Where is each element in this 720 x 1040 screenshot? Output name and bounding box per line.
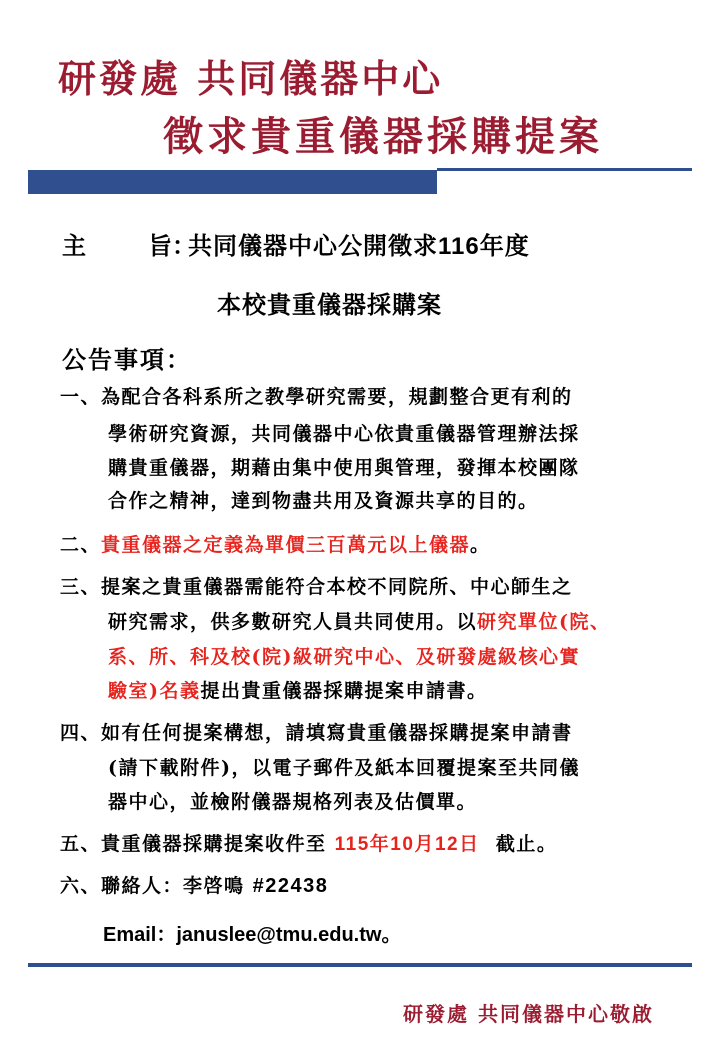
item3-line4-red: 驗室)名義: [108, 680, 201, 702]
footer-signature: 研發處 共同儀器中心敬啟: [403, 1002, 654, 1026]
item3-line3: 系、所、科及校(院)級研究中心、及研發處級核心實: [108, 646, 580, 668]
item1-line2: 學術研究資源，共同儀器中心依貴重儀器管理辦法採: [108, 423, 580, 445]
email-end: 。: [381, 922, 402, 946]
subject-line1: [188, 226, 530, 261]
header-bar-thick: [28, 170, 437, 194]
deadline-year-unit: 年: [369, 833, 391, 855]
item2-highlight: 貴重儀器之定義為單價三百萬元以上儀器: [101, 534, 471, 556]
item5-pre: 五、貴重儀器採購提案收件至: [60, 833, 335, 855]
item3-line2-red: 研究單位(院、: [477, 611, 611, 633]
page-title-line1: 研發處 共同儀器中心: [58, 56, 444, 101]
email-label: Email: [103, 924, 157, 946]
subject-year: 116: [438, 233, 480, 260]
deadline-day-unit: 日: [459, 833, 480, 855]
item2-prefix: 二、: [60, 534, 102, 556]
email-line: [103, 918, 401, 947]
page-title-line2: 徵求貴重儀器採購提案: [163, 113, 603, 160]
item5-post: 截止。: [479, 833, 558, 855]
subject-label-a: 主: [62, 231, 86, 260]
deadline-day: 12: [434, 834, 460, 855]
item3-line2: [108, 613, 611, 632]
item3-line4-post: 提出貴重儀器採購提案申請書。: [200, 680, 488, 702]
contact-extension: #22438: [252, 875, 329, 897]
item3-line2-pre: 研究需求，供多數研究人員共同使用。以: [108, 611, 478, 633]
deadline-year: 115: [334, 834, 370, 855]
subject-line2: 本校貴重儀器採購案: [217, 290, 442, 319]
item6: [60, 877, 328, 896]
subject-line1-post: 年度: [479, 231, 530, 260]
item2: [60, 536, 491, 555]
item6-pre: 六、聯絡人：李啓鳴: [60, 875, 253, 897]
notice-heading: 公告事項：: [62, 345, 192, 374]
deadline-month: 10: [390, 834, 415, 855]
header-bar-thin: [437, 168, 692, 171]
footer-bar: [28, 963, 692, 967]
subject-label: [62, 226, 196, 261]
item2-suffix: 。: [470, 534, 491, 556]
item5: [60, 835, 557, 854]
item3-line4: [108, 682, 488, 701]
email-link[interactable]: januslee@tmu.edu.tw: [176, 924, 382, 946]
item1-line3: 購貴重儀器，期藉由集中使用與管理，發揮本校團隊: [108, 457, 580, 479]
subject-label-b: 旨：: [148, 231, 196, 260]
item4-line3: 器中心，並檢附儀器規格列表及估價單。: [108, 791, 478, 813]
subject-line1-pre: 共同儀器中心公開徵求: [188, 231, 438, 260]
item4-line1: 四、如有任何提案構想，請填寫貴重儀器採購提案申請書: [60, 722, 573, 744]
email-colon: ：: [156, 922, 177, 946]
deadline-month-unit: 月: [414, 833, 435, 855]
item1-line4: 合作之精神，達到物盡共用及資源共享的目的。: [108, 490, 539, 512]
item1-line1: 一、為配合各科系所之教學研究需要，規劃整合更有利的: [60, 386, 573, 408]
item4-line2: (請下載附件)，以電子郵件及紙本回覆提案至共同儀: [108, 757, 580, 779]
item3-line1: 三、提案之貴重儀器需能符合本校不同院所、中心師生之: [60, 576, 573, 598]
